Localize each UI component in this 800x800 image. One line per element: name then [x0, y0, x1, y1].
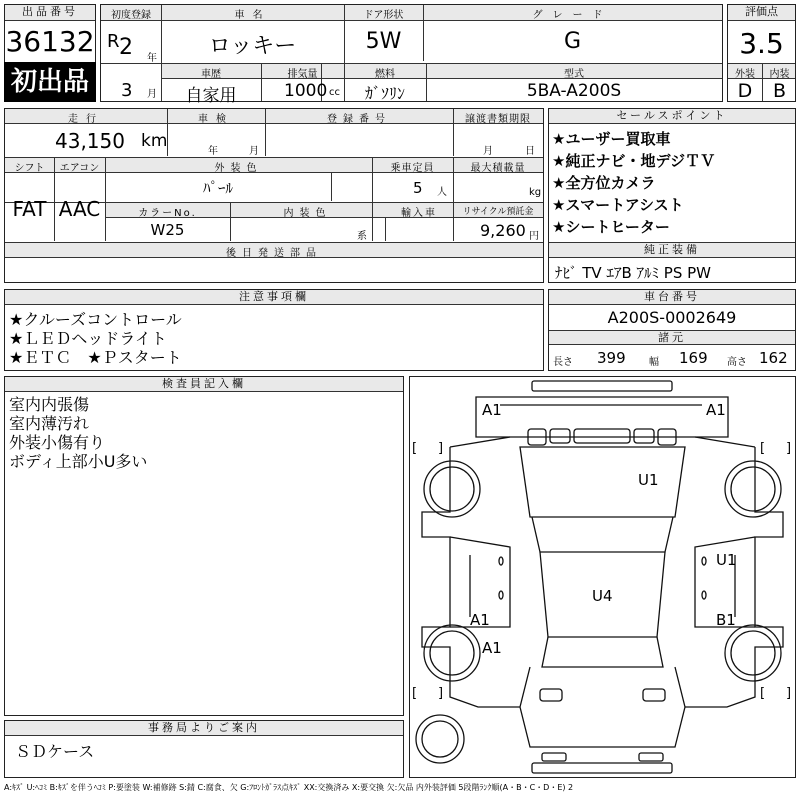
transfer-day-unit: 日 [525, 146, 535, 157]
history: 自家用 [185, 86, 237, 106]
car-diagram [410, 377, 795, 777]
aircon-label: エアコン [59, 163, 100, 174]
damage-mark: U1 [716, 551, 737, 569]
grade: G [563, 29, 582, 54]
color-label: 外装色 [214, 163, 263, 174]
max-load-unit: kg [529, 187, 542, 198]
color-no-label: カラーNo. [138, 208, 197, 219]
mileage: 43,150 [55, 129, 125, 153]
mileage-label: 走行 [68, 114, 104, 125]
recycle-fee: 9,260 [480, 221, 526, 240]
displacement-unit: cc [329, 87, 340, 98]
inspection-month-unit: 月 [249, 146, 259, 157]
vehicle-header-box [100, 4, 723, 106]
later-parts-label: 後日発送部品 [226, 248, 322, 259]
inspector-line: 外装小傷有り [9, 433, 106, 452]
inspector-line: 室内薄汚れ [9, 414, 90, 433]
chassis-title: 車台番号 [549, 290, 795, 305]
fuel: ｶﾞｿﾘﾝ [364, 84, 405, 103]
inspection-year-unit: 年 [208, 146, 218, 157]
length-label: 長さ [553, 357, 573, 368]
car-name: ロッキー [208, 34, 297, 59]
chassis-number: A200S-0002649 [607, 308, 737, 327]
fuel-label: 燃料 [375, 69, 395, 80]
width-value: 169 [679, 349, 708, 367]
inspector-line: 室内内張傷 [9, 395, 90, 414]
shift: FAT [12, 197, 47, 221]
sales-point: ★全方位カメラ [552, 174, 656, 192]
int-color-unit: 系 [357, 231, 367, 242]
sales-title: セールスポイント [549, 109, 795, 124]
model-code: 5BA-A200S [526, 81, 622, 101]
door-label: ドア形状 [363, 10, 404, 21]
inspector-box [4, 376, 404, 716]
interior-label: 内装 [769, 69, 790, 80]
sales-point: ★ユーザー買取車 [552, 130, 671, 148]
exterior-grade: D [737, 80, 753, 102]
note-line: ★ＥＴＣ ★Ｐスタート [9, 348, 182, 367]
int-color-label: 内装色 [283, 208, 332, 219]
score-box [727, 4, 796, 102]
capacity-label: 乗車定員 [390, 163, 435, 174]
office-box [4, 720, 404, 778]
note-line: ★クルーズコントロール [9, 310, 182, 329]
sales-points-box [548, 108, 796, 283]
map-bracket: [ [760, 686, 766, 701]
recycle-unit: 円 [529, 231, 539, 242]
damage-map [409, 376, 796, 778]
equipment-list: ﾅﾋﾞ TV ｴｱB ｱﾙﾐ PS PW [555, 264, 711, 282]
map-bracket: [ [412, 686, 418, 701]
era: R [107, 31, 120, 52]
max-load-label: 最大積載量 [470, 163, 526, 174]
history-label: 車歴 [201, 69, 221, 80]
damage-mark: A1 [470, 611, 490, 629]
legend-footer: A:ｷｽﾞ U:ﾍｺﾐ B:ｷｽﾞを伴うﾍｺﾐ P:要塗装 W:補修跡 S:錆 C:腐食、欠 G:ﾌﾛﾝﾄｶﾞﾗｽ点ｷｽﾞ XX:交換済み X:要交換 欠:欠品 内外装評価 5段階ﾗﾝｸ順(A・B・C・D・E) 2 [4, 783, 574, 792]
month-unit: 月 [147, 89, 157, 100]
lot-label: 出品番号 [5, 5, 95, 21]
interior-grade: B [772, 80, 787, 102]
year-unit: 年 [147, 53, 157, 64]
transfer-label: 譲渡書類期限 [465, 114, 531, 125]
equip-title: 純正装備 [549, 243, 795, 258]
capacity: 5 [413, 179, 423, 197]
notes-box [4, 289, 544, 371]
map-bracket: ] [786, 441, 792, 456]
spec-table [4, 108, 544, 283]
reg-year: 2 [119, 35, 133, 60]
inspection-label: 車検 [198, 114, 234, 125]
exterior-label: 外装 [735, 69, 755, 80]
map-bracket: [ [412, 441, 418, 456]
damage-mark: B1 [716, 611, 736, 629]
plate-label: 登録番号 [327, 114, 391, 125]
damage-mark: A1 [482, 639, 502, 657]
displacement-label: 排気量 [287, 69, 318, 80]
notes-title: 注意事項欄 [5, 290, 543, 305]
color-no: W25 [150, 221, 185, 239]
dims-title: 諸元 [549, 331, 795, 345]
sales-point: ★スマートアシスト [552, 196, 684, 214]
displacement: 1000 [284, 81, 328, 101]
map-bracket: ] [438, 686, 444, 701]
sales-point: ★シートヒーター [552, 218, 670, 236]
office-text: ＳＤケース [15, 742, 95, 761]
first-listing-badge: 初出品 [4, 62, 96, 102]
door-type: 5W [365, 29, 402, 54]
inspector-title: 検査員記入欄 [5, 377, 403, 392]
sales-list [552, 128, 715, 238]
office-title: 事務局よりご案内 [5, 721, 403, 736]
reg-label: 初度登録 [111, 10, 151, 21]
height-label: 高さ [727, 357, 747, 368]
mileage-unit: km [141, 131, 168, 151]
chassis-box [548, 289, 796, 371]
inspector-notes [9, 395, 147, 471]
sales-point: ★純正ナビ・地デジＴＶ [552, 152, 716, 170]
model-label: 型式 [564, 69, 584, 80]
map-bracket: ] [438, 441, 444, 456]
score: 3.5 [739, 27, 784, 60]
shift-label: シフト [14, 163, 45, 174]
transfer-month-unit: 月 [483, 146, 493, 157]
note-line: ★ＬＥＤヘッドライト [9, 329, 167, 348]
notes-list [9, 310, 182, 367]
map-bracket: [ [760, 441, 766, 456]
map-bracket: ] [786, 686, 792, 701]
width-label: 幅 [649, 357, 659, 368]
lot-number: 36132 [5, 25, 95, 58]
score-label: 評価点 [728, 5, 795, 21]
length-value: 399 [597, 349, 626, 367]
reg-month: 3 [121, 80, 133, 101]
damage-mark: U1 [638, 471, 659, 489]
damage-mark: A1 [482, 401, 502, 419]
inspector-line: ボディ上部小U多い [9, 452, 148, 471]
capacity-unit: 人 [437, 187, 447, 198]
exterior-color: ﾊﾟｰﾙ [202, 179, 233, 197]
aircon: AAC [58, 197, 101, 221]
recycle-label: リサイクル預託金 [462, 207, 534, 217]
import-label: 輸入車 [401, 208, 437, 219]
car-name-label: 車名 [234, 10, 271, 21]
height-value: 162 [759, 349, 788, 367]
grade-label: グレード [532, 10, 613, 21]
damage-mark: A1 [706, 401, 726, 419]
damage-mark: U4 [592, 587, 613, 605]
